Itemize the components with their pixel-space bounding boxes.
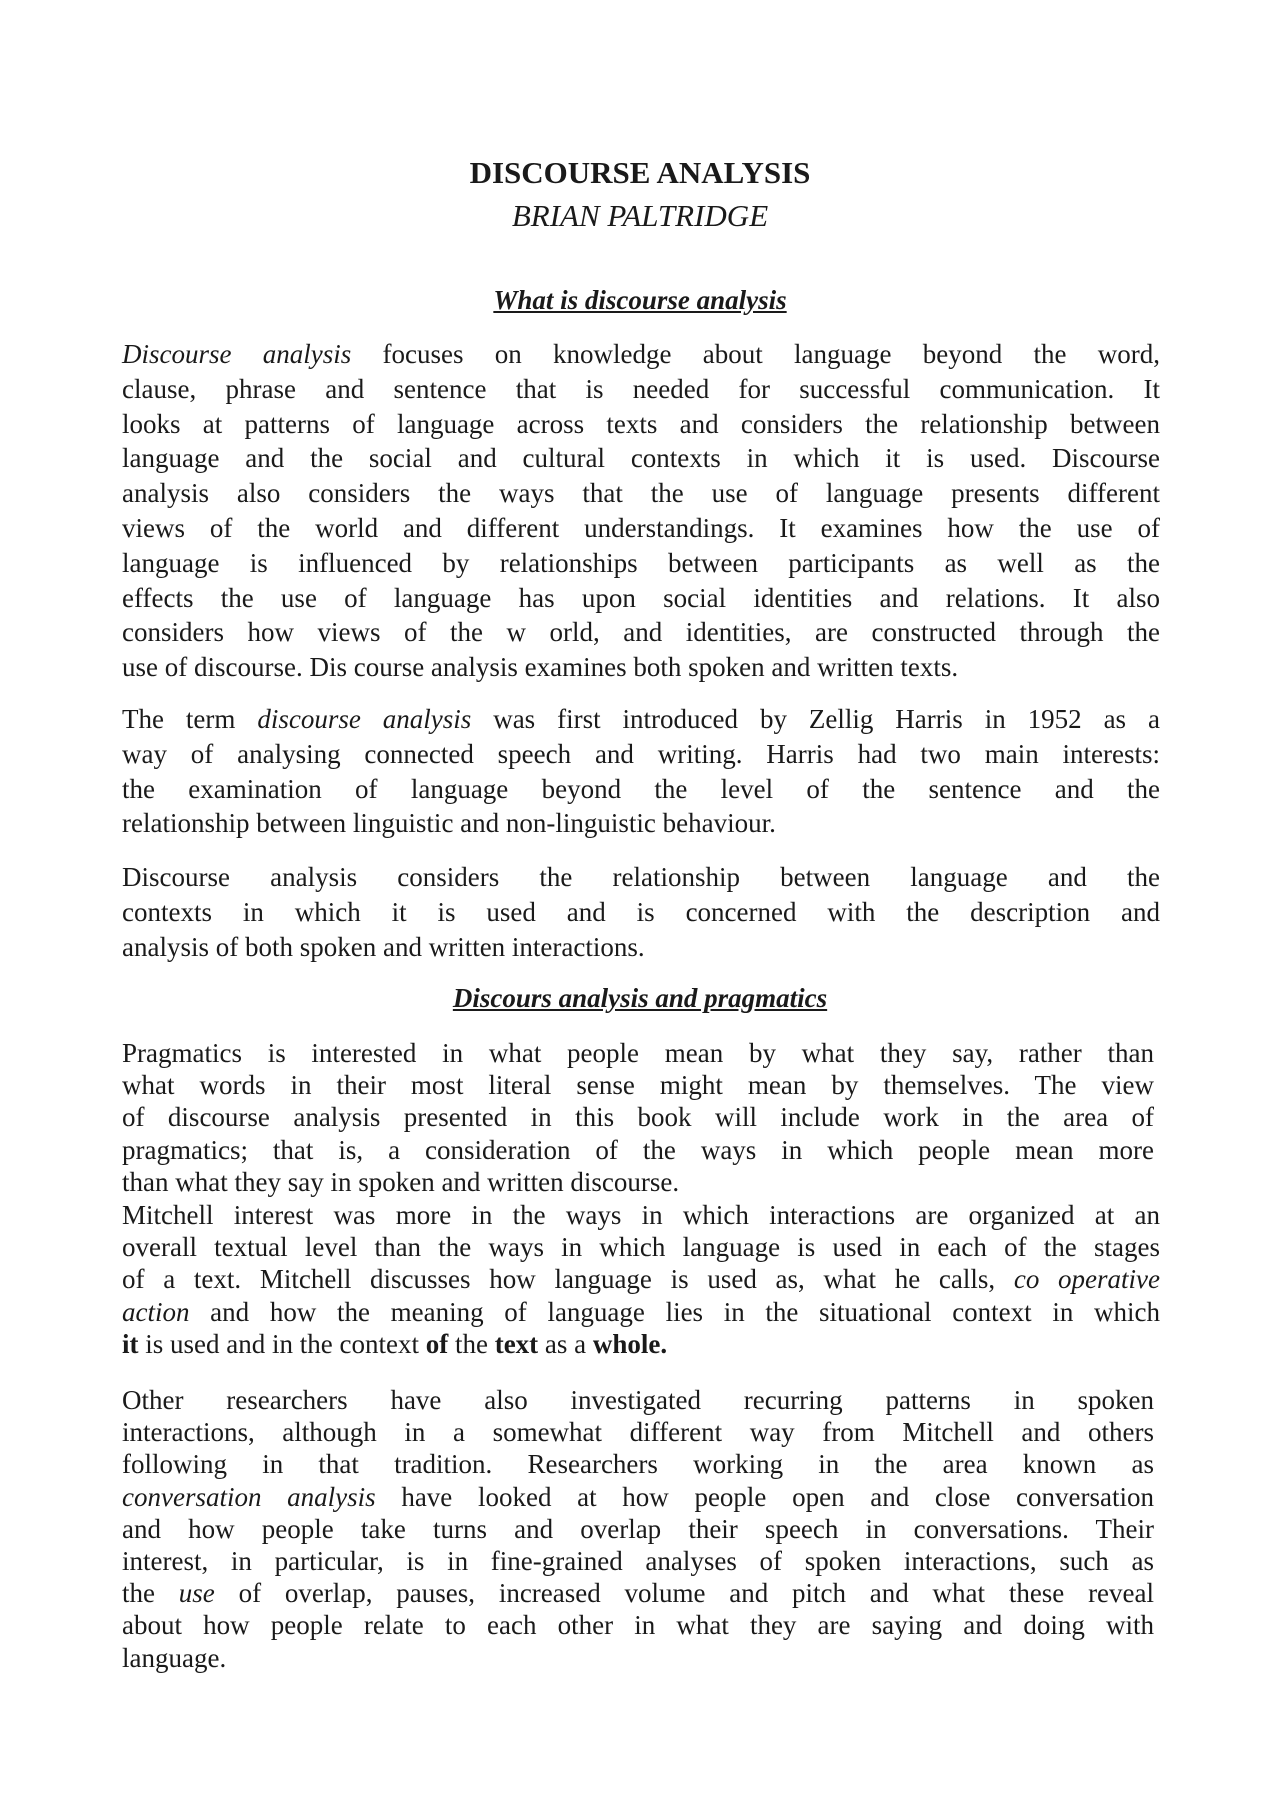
text-fragment: of overlap, pauses, increased volume and pitch and what these reveal [238, 1578, 1155, 1609]
document-author: BRIAN PALTRIDGE [511, 198, 769, 233]
text-fragment: was first introduced by Zellig Harris in 1952 as a [493, 704, 1160, 734]
text-line: interest, in particular, is in fine-grained analyses of spoken interactions, such as [122, 1546, 1154, 1577]
term-action: action [122, 1296, 190, 1327]
term-discourse-analysis: Discourse analysis [122, 339, 352, 369]
text-line: considers how views of the w orld, and identities, are constructed through the [122, 617, 1160, 648]
term-use: use [178, 1578, 215, 1609]
text-line: interactions, although in a somewhat different way from Mitchell and others [122, 1417, 1154, 1448]
text-line: the examination of language beyond the level of the sentence and the [122, 773, 1160, 804]
text-fragment: is used and in the context [145, 1328, 419, 1359]
paragraph-conversation-analysis [122, 1384, 1154, 1674]
text-fragment: as a [544, 1328, 587, 1359]
paragraph-pragmatics [122, 1037, 1154, 1198]
paragraph-harris [122, 702, 1160, 841]
text-line: Other researchers have also investigated recurring patterns in spoken [122, 1385, 1154, 1415]
paragraph-relationship [122, 860, 1160, 964]
text-line: use of discourse. Dis course analysis examines both spoken and written texts. [122, 652, 959, 683]
document-title: DISCOURSE ANALYSIS [469, 155, 811, 190]
section-heading-pragmatics: Discours analysis and pragmatics [452, 983, 828, 1013]
bold-word: of [425, 1328, 449, 1359]
text-fragment: have looked at how people open and close conversation [401, 1481, 1154, 1512]
text-line: relationship between linguistic and non-linguistic behaviour. [122, 808, 776, 839]
text-line: Mitchell interest was more in the ways in which interactions are organized at an [122, 1200, 1160, 1230]
text-line: looks at patterns of language across texts and considers the relationship between [122, 408, 1160, 439]
text-line: language and the social and cultural contexts in which it is used. Discourse [122, 443, 1160, 474]
text-line: way of analysing connected speech and writing. Harris had two main interests: [122, 738, 1160, 769]
text-line: focuses on knowledge about language beyond the word, [382, 339, 1161, 369]
text-line: overall textual level than the ways in which language is used in each of the stages [122, 1232, 1160, 1263]
text-fragment: The term [122, 704, 236, 734]
term-conversation-analysis: conversation analysis [122, 1481, 376, 1512]
text-line: about how people relate to each other in what they are saying and doing with [122, 1610, 1154, 1641]
text-fragment: the [454, 1328, 488, 1359]
text-line: and how people take turns and overlap their speech in conversations. Their [122, 1513, 1154, 1544]
text-line: language is influenced by relationships between participants as well as the [122, 547, 1160, 578]
text-line: pragmatics; that is, a consideration of the ways in which people mean more [122, 1134, 1154, 1165]
text-line: views of the world and different understandings. It examines how the use of [122, 512, 1160, 543]
bold-word: text [494, 1328, 539, 1359]
bold-word: whole. [592, 1328, 668, 1359]
text-line: clause, phrase and sentence that is needed for successful communication. It [122, 373, 1160, 404]
text-line: Discourse analysis considers the relationship between language and the [122, 862, 1160, 892]
term-co-operative: co operative [1013, 1264, 1161, 1295]
term-discourse-analysis: discourse analysis [257, 704, 472, 734]
text-line: Pragmatics is interested in what people mean by what they say, rather than [122, 1038, 1154, 1068]
text-line: language. [122, 1642, 227, 1673]
text-line: what words in their most literal sense might mean by themselves. The view [122, 1070, 1154, 1101]
paragraph-mitchell [122, 1199, 1160, 1360]
text-line: analysis of both spoken and written interactions. [122, 931, 645, 962]
text-fragment: the [122, 1578, 155, 1609]
text-line: analysis also considers the ways that the use of language presents different [122, 478, 1160, 509]
text-line: of discourse analysis presented in this book will include work in the area of [122, 1102, 1154, 1133]
text-fragment: of a text. Mitchell discusses how language is used as, what he calls, [122, 1264, 996, 1295]
text-line: contexts in which it is used and is concerned with the description and [122, 896, 1160, 927]
paragraph-definition [122, 337, 1160, 685]
text-fragment: and how the meaning of language lies in the situational context in which [210, 1296, 1160, 1327]
bold-word: it [122, 1328, 139, 1359]
text-line: than what they say in spoken and written discourse. [122, 1166, 680, 1197]
text-line: effects the use of language has upon social identities and relations. It also [122, 582, 1160, 613]
text-line: following in that tradition. Researchers working in the area known as [122, 1449, 1154, 1480]
section-heading-what-is-discourse-analysis: What is discourse analysis [493, 285, 787, 315]
